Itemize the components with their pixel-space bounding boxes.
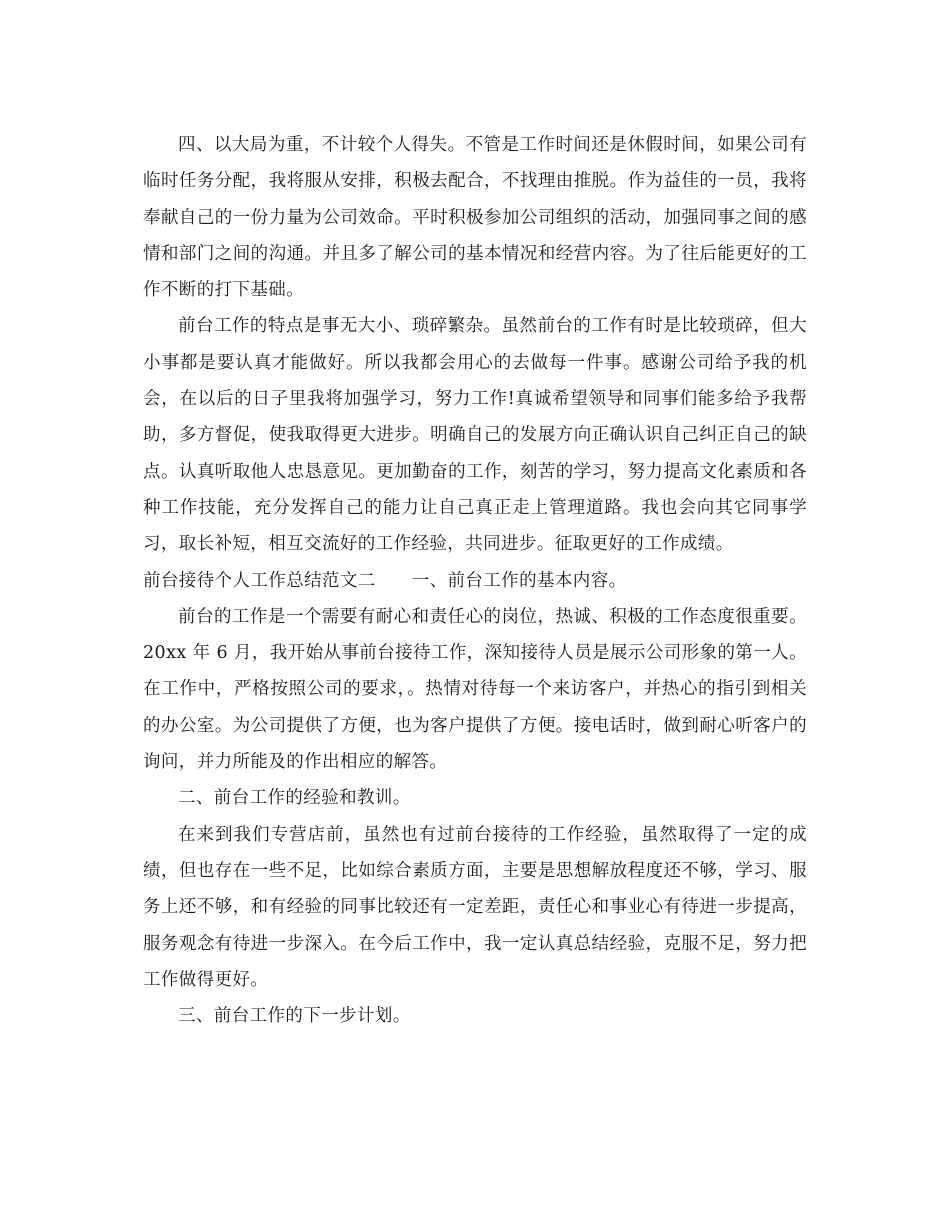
heading-experience-lessons: 二、前台工作的经验和教训。	[178, 788, 411, 809]
paragraph-experience: 在来到我们专营店前，虽然也有过前台接待的工作经验，虽然取得了一定的成绩，但也存在一些不足，比如综合素质方面，主要是思想解放程度还不够，学习、服务上还不够，和有经验的同事比较还有一定差距，责任心和事业心有待进一步提高，服务观念有待进一步深入。在今后工作中，我一定认真总结经验，克服不足，努力把工作做得更好。	[143, 824, 807, 990]
heading-next-plan: 三、前台工作的下一步计划。	[178, 1006, 411, 1027]
paragraph-frontdesk-characteristics: 前台工作的特点是事无大小、琐碎繁杂。虽然前台的工作有时是比较琐碎，但大小事都是要认真才能做好。所以我都会用心的去做每一件事。感谢公司给予我的机会，在以后的日子里我将加强学习，努力工作!真诚希望领导和同事们能多给予我帮助，多方督促，使我取得更大进步。明确自己的发展方向正确认识自己纠正自己的缺点。认真听取他人忠恳意见。更加勤奋的工作，刻苦的学习，努力提高文化素质和各种工作技能，充分发挥自己的能力让自己真正走上管理道路。我也会向其它同事学习，取长补短，相互交流好的工作经验，共同进步。征取更好的工作成绩。	[143, 316, 807, 555]
document-page	[143, 127, 807, 1034]
section-first-heading: 一、前台工作的基本内容。	[411, 570, 627, 591]
paragraph-item-4: 四、以大局为重，不计较个人得失。不管是工作时间还是休假时间，如果公司有临时任务分配，我将服从安排，积极去配合，不找理由推脱。作为益佳的一员，我将奉献自己的一份力量为公司效命。平时积极参加公司组织的活动，加强同事之间的感情和部门之间的沟通。并且多了解公司的基本情况和经营内容。为了往后能更好的工作不断的打下基础。	[143, 135, 807, 301]
section-heading-line	[143, 563, 807, 599]
section-title: 前台接待个人工作总结范文二	[143, 570, 376, 591]
paragraph-basic-content: 前台的工作是一个需要有耐心和责任心的岗位，热诚、积极的工作态度很重要。20xx 年 6 月，我开始从事前台接待工作，深知接待人员是展示公司形象的第一人。在工作中，严格按照公司的要求，。热情对待每一个来访客户，并热心的指引到相关的办公室。为公司提供了方便，也为客户提供了方便。接电话时，做到耐心听客户的询问，并力所能及的作出相应的解答。	[143, 606, 807, 773]
